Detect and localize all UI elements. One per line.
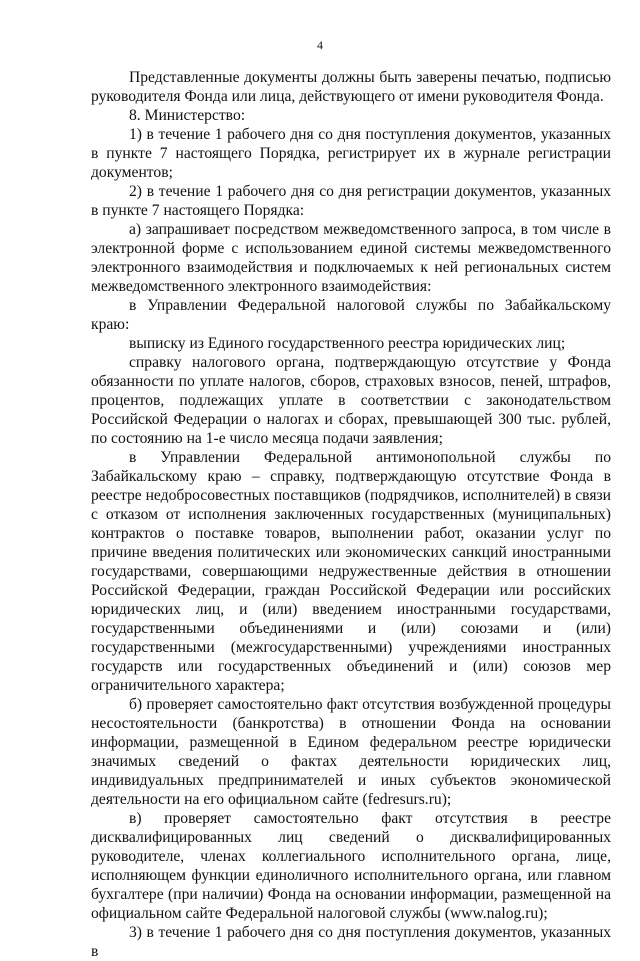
paragraph-tax-service: в Управлении Федеральной налоговой службы по Забайкальскому краю:: [91, 297, 611, 333]
paragraph-subitem-b: б) проверяет самостоятельно факт отсутствия возбужденной процедуры несостоятельности (банкротства) в отношении Фонда на основании информации, размещенной в Едином федеральном реестре юридически значимых сведений о фактах деятельности юридических лиц, индивидуальных предпринимателей и иных субъектов экономической деятельности на его официальном сайте (fedresurs.ru);: [91, 696, 611, 808]
document-body: [91, 68, 611, 961]
paragraph-item-8: 8. Министерство:: [129, 107, 246, 124]
paragraph-certification: Представленные документы должны быть заверены печатью, подписью руководителя Фонда или лица, действующего от имени руководителя Фонда.: [91, 69, 611, 105]
paragraph-legal-entity-extract: выписку из Единого государственного реестра юридических лиц;: [129, 335, 566, 352]
paragraph-subitem-a: а) запрашивает посредством межведомственного запроса, в том числе в электронной форме с использованием единой системы межведомственного электронного взаимодействия и подключаемых к ней региональных систем межведомственного электронного взаимодействия:: [91, 221, 611, 295]
paragraph-antimonopoly-service: в Управлении Федеральной антимонопольной службы по Забайкальскому краю – справку, подтверждающую отсутствие Фонда в реестре недобросовестных поставщиков (подрядчиков, исполнителей) в связи с отказом от исполнения заключенных государственных (муниципальных) контрактов о поставке товаров, выполнении работ, оказании услуг по причине введения политических или экономических санкций иностранными государствами, совершающими недружественные действия в отношении Российской Федерации, граждан Российской Федерации или российских юридических лиц, и (или) введением иностранными государствами, государственными объединениями и (или) союзами и (или) государственными (межгосударственными) учреждениями иностранных государств или государственных объединений и (или) союзов мер ограничительного характера;: [91, 449, 611, 694]
paragraph-subitem-3: 3) в течение 1 рабочего дня со дня поступления документов, указанных в: [91, 924, 611, 960]
paragraph-subitem-v: в) проверяет самостоятельно факт отсутствия в реестре дисквалифицированных лиц сведений о дисквалифицированных руководителе, членах коллегиального исполнительного органа, лице, исполняющем функции единоличного исполнительного органа, или главном бухгалтере (при наличии) Фонда на основании информации, размещенной на официальном сайте Федеральной налоговой службы (www.nalog.ru);: [91, 810, 611, 922]
paragraph-tax-certificate: справку налогового органа, подтверждающую отсутствие у Фонда обязанности по уплате налогов, сборов, страховых взносов, пеней, штрафов, процентов, подлежащих уплате в соответствии с законодательством Российской Федерации о налогах и сборах, превышающей 300 тыс. рублей, по состоянию на 1-е число месяца подачи заявления;: [91, 354, 611, 447]
page-number: 4: [317, 38, 323, 52]
paragraph-subitem-2: 2) в течение 1 рабочего дня со дня регистрации документов, указанных в пункте 7 настоящего Порядка:: [91, 183, 611, 219]
paragraph-subitem-1: 1) в течение 1 рабочего дня со дня поступления документов, указанных в пункте 7 настоящего Порядка, регистрирует их в журнале регистрации документов;: [91, 126, 611, 181]
